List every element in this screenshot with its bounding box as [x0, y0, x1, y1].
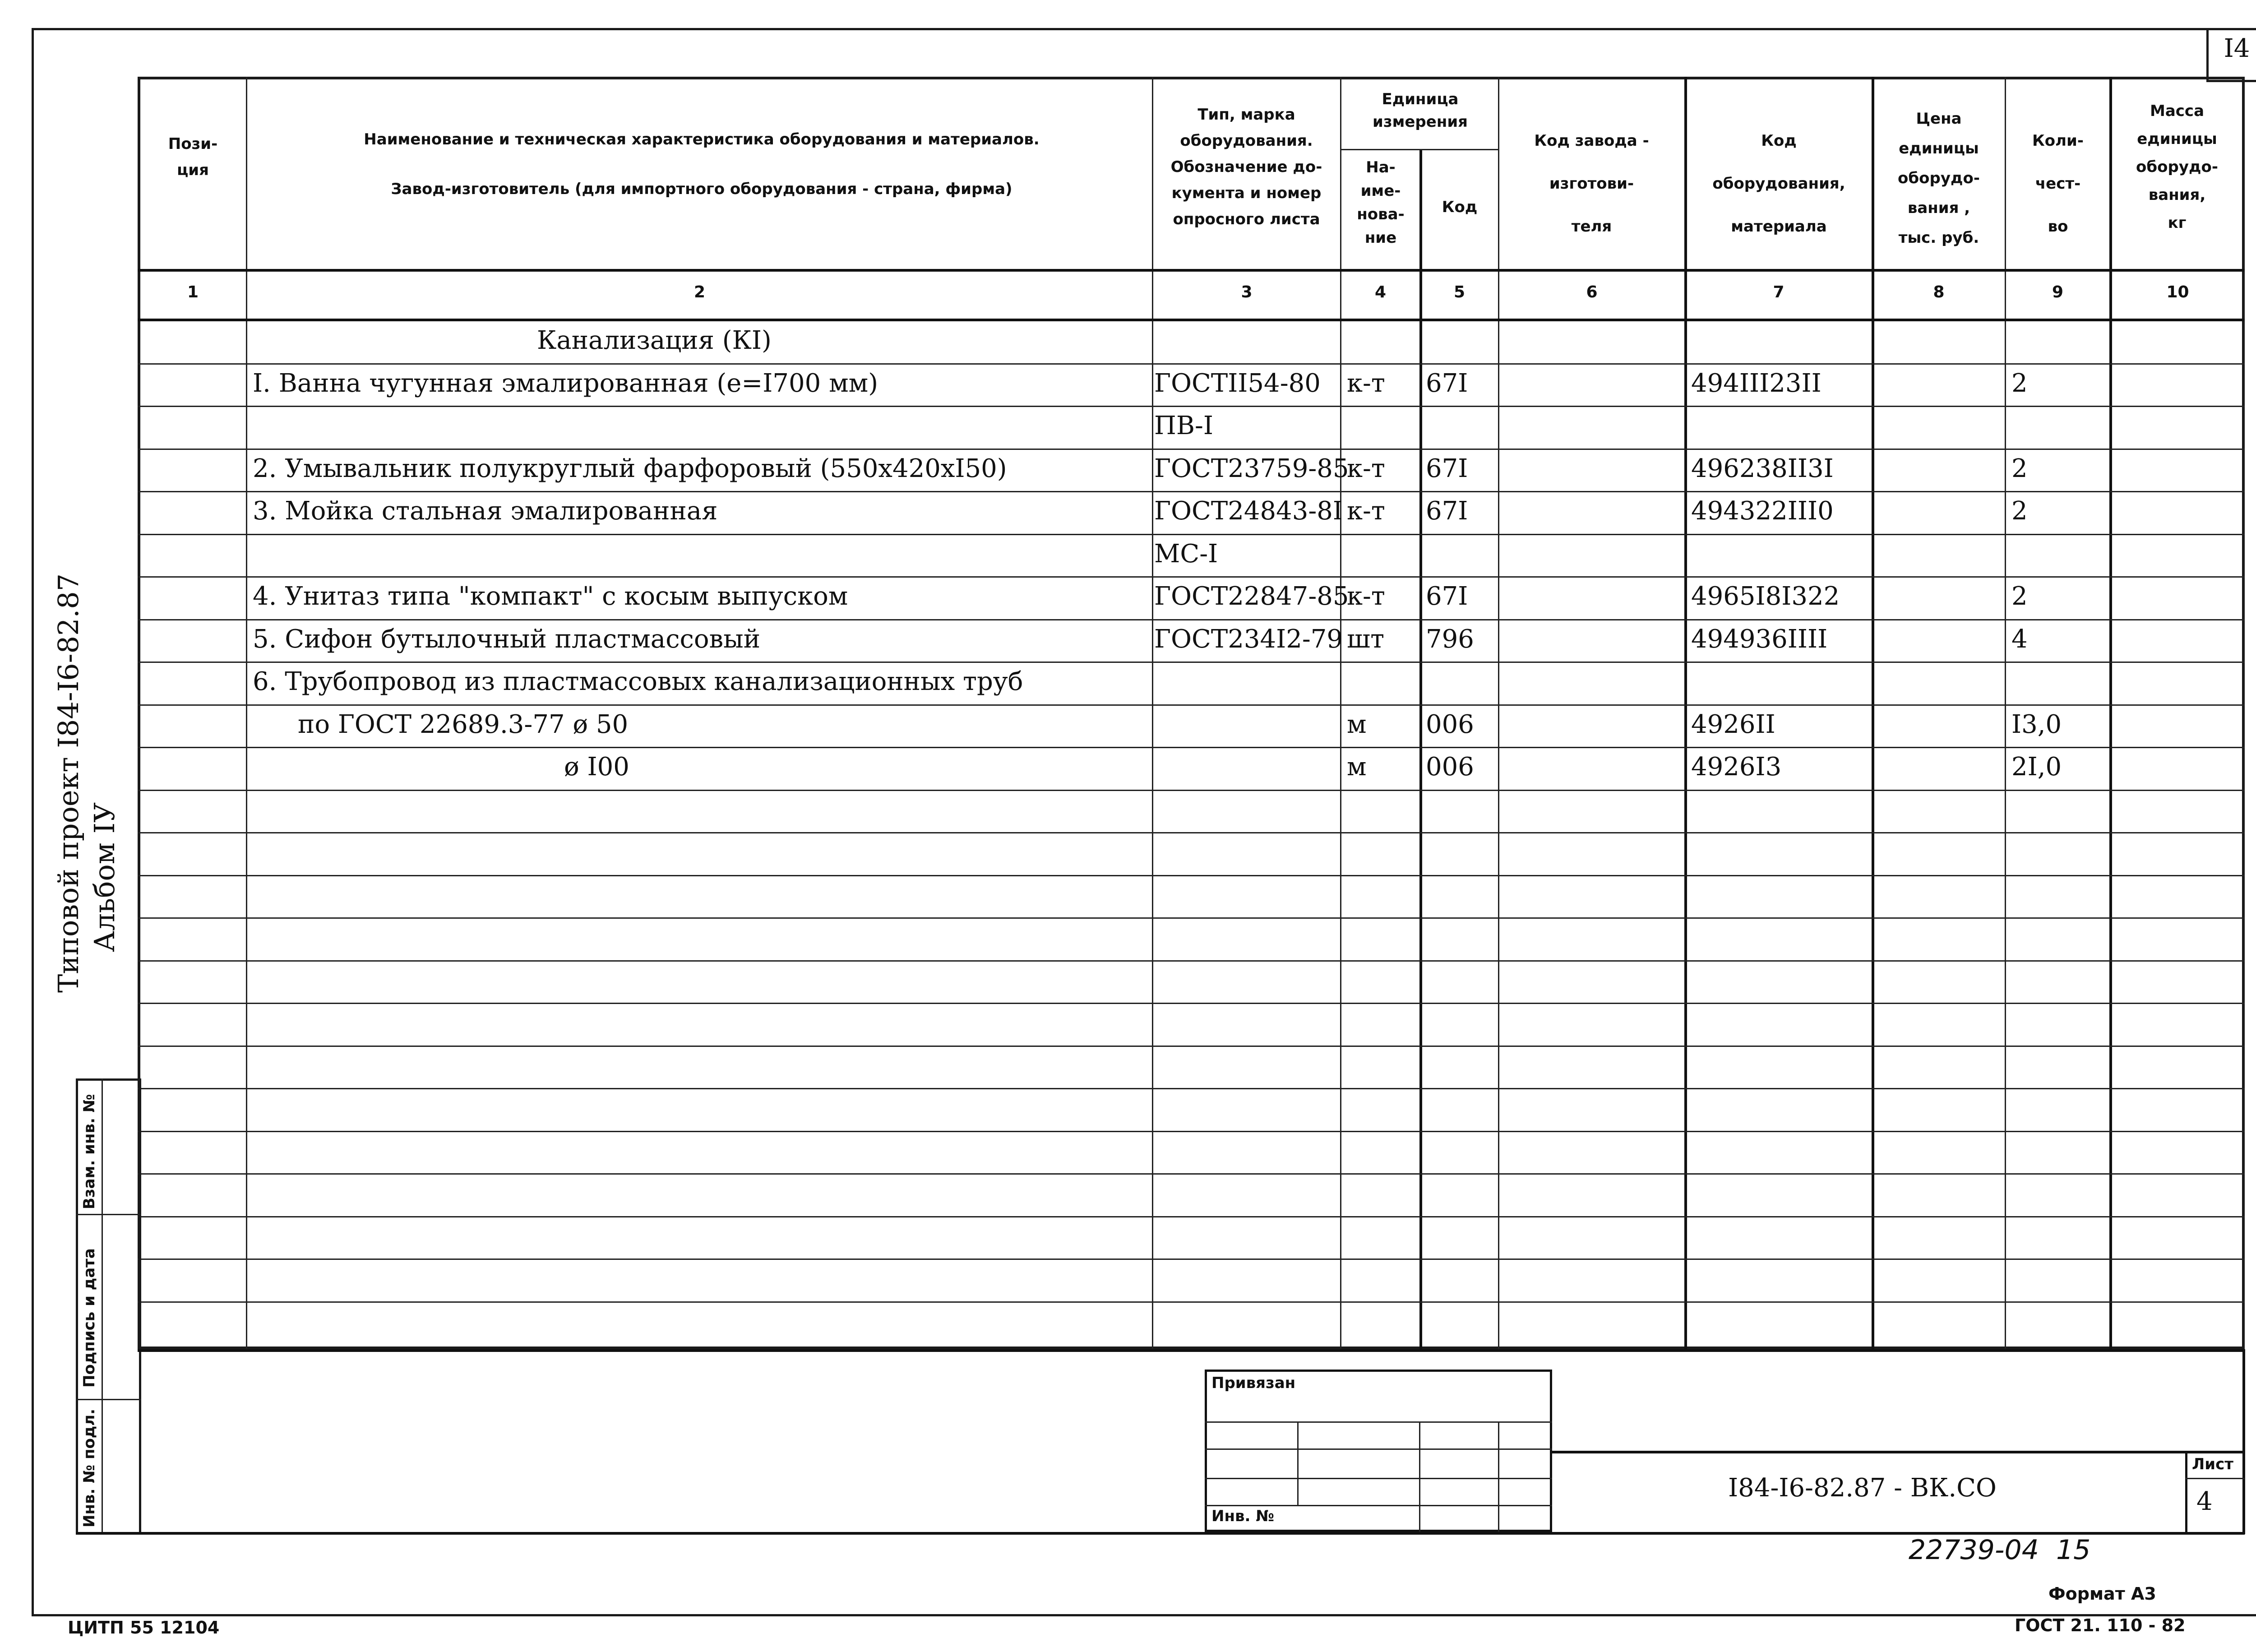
- header-unit-group: Единица измерения: [1373, 90, 1468, 131]
- row-name: 5. Сифон бутылочный пластмассовый: [253, 625, 761, 654]
- row-unit-code: 67I: [1426, 369, 1468, 398]
- header-col8: Цена единицы оборудо- вания , тыс. руб.: [1898, 110, 1980, 247]
- format-label: Формат А3: [2048, 1584, 2156, 1604]
- row-name: 6. Трубопровод из пластмассовых канализационных труб: [253, 667, 1023, 696]
- row-document: ГОСТII54-80: [1154, 369, 1321, 398]
- side-stamp-line-1: [76, 1214, 141, 1215]
- header-col7: Код оборудования, материала: [1712, 132, 1845, 236]
- colnum-9: 9: [2052, 283, 2064, 301]
- row-line: [138, 1216, 2245, 1217]
- row-document: ПВ-I: [1154, 411, 1214, 440]
- privyazan-line-1: [1205, 1421, 1552, 1423]
- colnum-6: 6: [1586, 283, 1598, 301]
- header-col9: Коли- чест- во: [2032, 132, 2084, 236]
- row-document: МС-I: [1154, 539, 1218, 569]
- col-line-8: [2005, 77, 2006, 1349]
- privyazan-vline-3: [1498, 1421, 1499, 1532]
- row-unit-code: 67I: [1426, 582, 1468, 611]
- row-quantity: 2: [2011, 369, 2028, 398]
- privyazan-label: Привязан: [1211, 1374, 1296, 1392]
- row-unit: м: [1347, 752, 1367, 782]
- header-col4: На- име- нова- ние: [1357, 158, 1405, 247]
- row-equipment-code: 4926I3: [1691, 752, 1782, 782]
- row-document: ГОСТ22847-85: [1154, 582, 1349, 611]
- row-line: [138, 1131, 2245, 1132]
- row-equipment-code: 494III23II: [1691, 369, 1821, 398]
- row-equipment-code: 494322III0: [1691, 496, 1834, 526]
- colnum-4: 4: [1374, 283, 1387, 301]
- row-unit: к-т: [1347, 369, 1385, 398]
- privyazan-line-4: [1205, 1505, 1552, 1506]
- header-col2-line2: Завод-изготовитель (для импортного оборудования - страна, фирма): [391, 180, 1012, 198]
- colnum-1: 1: [187, 283, 199, 301]
- colnum-2: 2: [693, 283, 706, 301]
- list-number: 4: [2196, 1487, 2213, 1516]
- citp-label: ЦИТП 55 12104: [68, 1618, 220, 1638]
- row-quantity: 4: [2011, 625, 2028, 654]
- col-line-4: [1419, 149, 1422, 1349]
- col-line-5: [1498, 77, 1499, 1349]
- side-stamp-inv-podl: Инв. № подл.: [80, 1408, 98, 1527]
- row-name: I. Ванна чугунная эмалированная (е=I700 мм): [253, 369, 878, 398]
- header-col5: Код: [1442, 198, 1478, 216]
- bottom-area-top: [138, 1349, 2245, 1352]
- row-line: [138, 1003, 2245, 1004]
- row-unit: к-т: [1347, 454, 1385, 483]
- header-col2-line1: Наименование и техническая характеристика оборудования и материалов.: [364, 130, 1040, 148]
- side-stamp-line-2: [76, 1399, 141, 1400]
- designation-top: [1552, 1451, 2245, 1453]
- col-line-9: [2109, 77, 2112, 1349]
- header-col3: Тип, марка оборудования. Обозначение до- кумента и номер опросного листа: [1170, 106, 1322, 228]
- row-equipment-code: 4965I8I322: [1691, 582, 1840, 611]
- column-number-line: [138, 319, 2245, 321]
- side-title-line1: Типовой проект I84-I6-82.87: [52, 573, 85, 993]
- privyazan-vline-2: [1419, 1421, 1420, 1532]
- gost-label: ГОСТ 21. 110 - 82: [2015, 1615, 2186, 1635]
- row-line: [138, 1046, 2245, 1047]
- row-unit-code: 006: [1426, 752, 1474, 782]
- row-document: ГОСТ24843-8I: [1154, 496, 1343, 526]
- header-col10: Масса единицы оборудо- вания, кг: [2136, 102, 2218, 232]
- row-equipment-code: 496238II3I: [1691, 454, 1834, 483]
- col-line-3: [1340, 77, 1341, 1349]
- row-equipment-code: 494936IIII: [1691, 625, 1828, 654]
- row-line: [138, 747, 2245, 748]
- list-label: Лист: [2192, 1455, 2233, 1473]
- colnum-3: 3: [1241, 283, 1253, 301]
- row-line: [138, 790, 2245, 791]
- row-name: 2. Умывальник полукруглый фарфоровый (550х420хI50): [253, 454, 1007, 483]
- row-equipment-code: 4926II: [1691, 710, 1775, 739]
- row-name: ø I00: [564, 752, 629, 782]
- colnum-7: 7: [1773, 283, 1784, 301]
- row-unit: шт: [1347, 625, 1385, 654]
- privyazan-vline-1: [1297, 1421, 1299, 1505]
- side-stamp-vzam: Взам. инв. №: [80, 1094, 98, 1209]
- row-document: ГОСТ23759-85: [1154, 454, 1349, 483]
- row-unit: к-т: [1347, 496, 1385, 526]
- row-line: [138, 832, 2245, 833]
- row-line: [138, 960, 2245, 962]
- row-name: Канализация (КI): [537, 326, 772, 355]
- col-line-2: [1152, 77, 1153, 1349]
- colnum-10: 10: [2166, 283, 2189, 301]
- row-line: [138, 875, 2245, 876]
- col-line-7: [1872, 77, 1874, 1349]
- handwritten-inventory-number: 22739-04 15: [1909, 1534, 2091, 1566]
- row-quantity: 2: [2011, 496, 2028, 526]
- privyazan-line-3: [1205, 1478, 1552, 1479]
- row-quantity: 2: [2011, 582, 2028, 611]
- unit-group-divider: [1340, 149, 1498, 150]
- row-name: 4. Унитаз типа "компакт" с косым выпуском: [253, 582, 848, 611]
- header-col1: Пози- ция: [168, 135, 218, 179]
- side-stamp-divider: [102, 1078, 103, 1534]
- row-line: [138, 1088, 2245, 1089]
- colnum-8: 8: [1933, 283, 1945, 301]
- row-document: ГОСТ234I2-79: [1154, 625, 1343, 654]
- row-line: [138, 1301, 2245, 1303]
- row-unit: к-т: [1347, 582, 1385, 611]
- side-stamp-podpis: Подпись и дата: [80, 1248, 98, 1388]
- row-name: 3. Мойка стальная эмалированная: [253, 496, 718, 526]
- row-name: по ГОСТ 22689.3-77 ø 50: [298, 710, 629, 739]
- colnum-5: 5: [1453, 283, 1465, 301]
- side-title-line2: Альбом IУ: [88, 802, 121, 952]
- inv-no-label: Инв. №: [1211, 1507, 1275, 1525]
- header-col6: Код завода - изготови- теля: [1534, 132, 1649, 236]
- row-unit: м: [1347, 710, 1367, 739]
- row-unit-code: 67I: [1426, 496, 1468, 526]
- col-line-1: [246, 77, 247, 1349]
- row-line: [138, 1259, 2245, 1260]
- list-box-divider: [2185, 1478, 2245, 1479]
- row-quantity: I3,0: [2011, 710, 2062, 739]
- row-unit-code: 006: [1426, 710, 1474, 739]
- row-unit-code: 67I: [1426, 454, 1468, 483]
- row-line: [138, 1173, 2245, 1175]
- corner-sheet-number: I4: [2224, 34, 2250, 63]
- row-line: [138, 917, 2245, 919]
- row-quantity: 2I,0: [2011, 752, 2062, 782]
- col-line-6: [1684, 77, 1687, 1349]
- drawing-designation: I84-I6-82.87 - ВК.СО: [1728, 1473, 1997, 1503]
- row-unit-code: 796: [1426, 625, 1474, 654]
- privyazan-line-2: [1205, 1448, 1552, 1450]
- row-quantity: 2: [2011, 454, 2028, 483]
